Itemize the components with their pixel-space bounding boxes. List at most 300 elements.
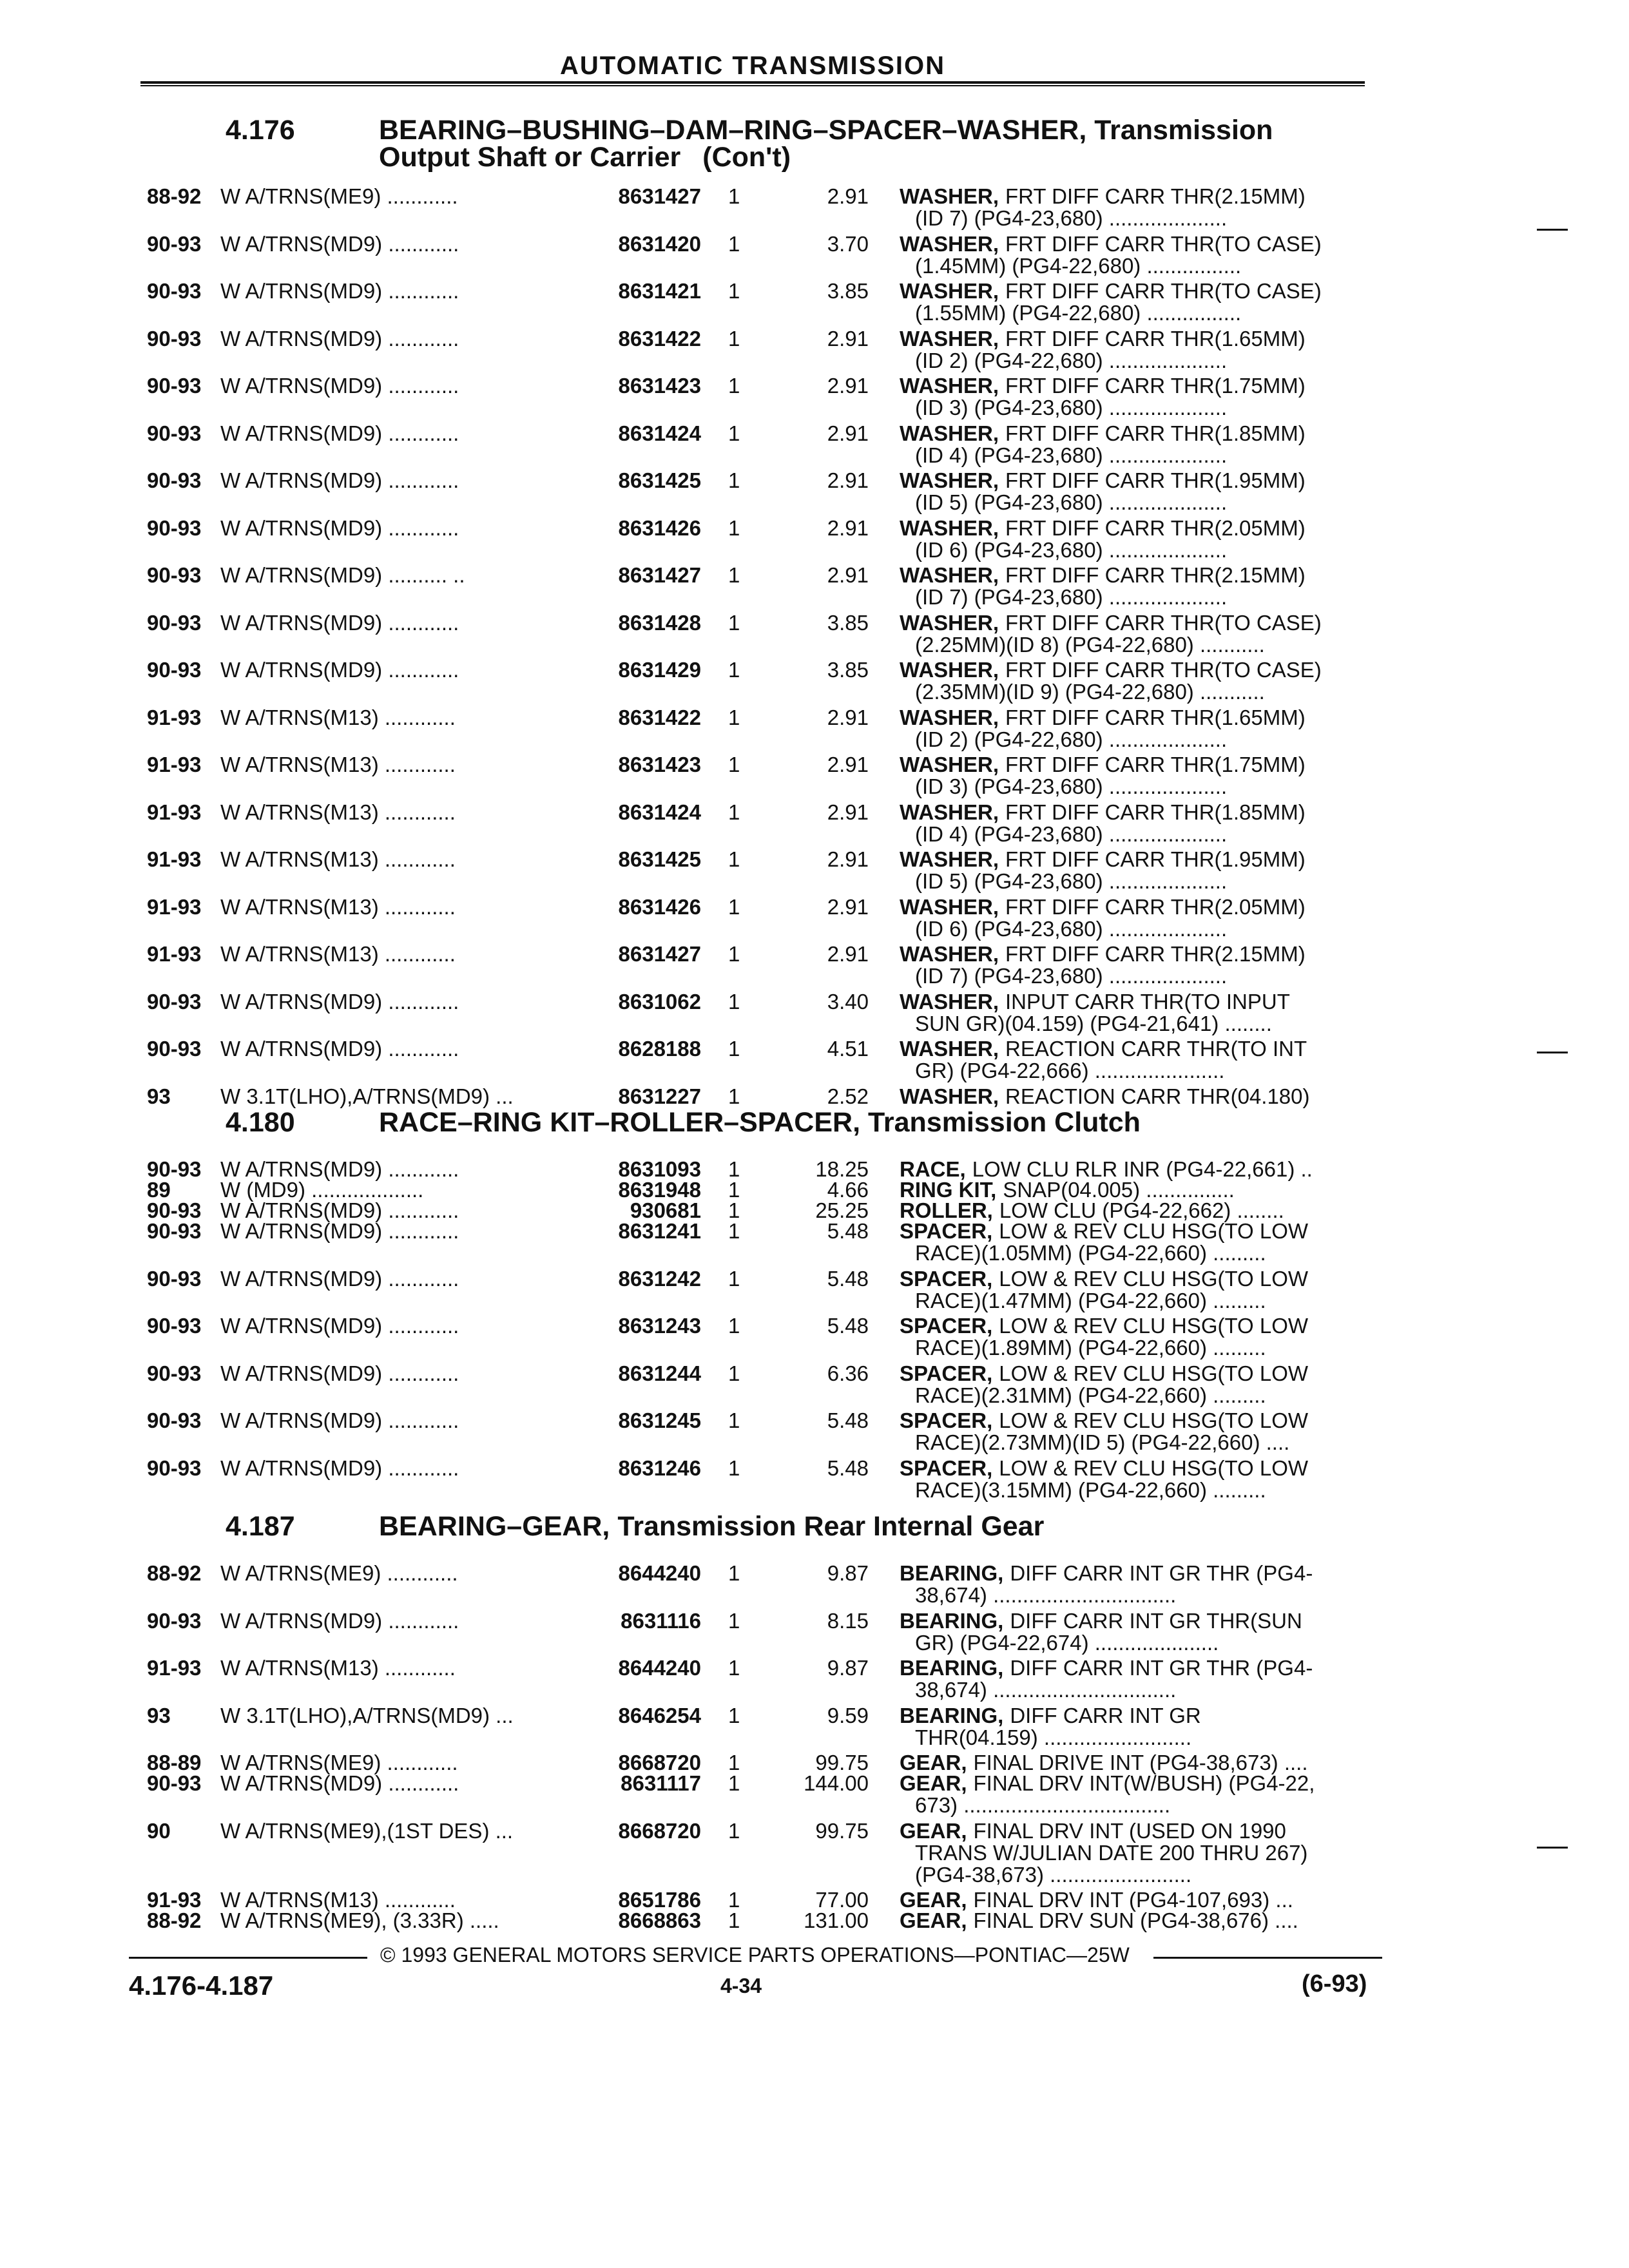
description-continued: RACE)(2.73MM)(ID 5) (PG4-22,660) .... bbox=[915, 1430, 1290, 1454]
model-years: 88-89 bbox=[147, 1751, 202, 1774]
quantity: 1 bbox=[728, 1818, 740, 1843]
part-detail: LOW & REV CLU HSG(TO LOW bbox=[999, 1456, 1309, 1480]
part-name: SPACER, bbox=[900, 1361, 993, 1385]
quantity: 1 bbox=[728, 989, 740, 1014]
application: W A/TRNS(ME9),(1ST DES) ... bbox=[220, 1818, 514, 1843]
part-number: 8631422 bbox=[618, 326, 701, 351]
application: W A/TRNS(MD9) ............ bbox=[220, 1361, 459, 1385]
description bbox=[900, 611, 1322, 635]
part-name: WASHER, bbox=[900, 753, 999, 776]
application: W A/TRNS(MD9) ............ bbox=[220, 1608, 459, 1633]
price: 5.48 bbox=[827, 1314, 869, 1338]
quantity: 1 bbox=[728, 374, 740, 398]
part-name: BEARING, bbox=[900, 1561, 1004, 1585]
description-continued: (ID 6) (PG4-23,680) .................... bbox=[915, 916, 1228, 941]
price: 25.25 bbox=[815, 1198, 869, 1222]
description bbox=[900, 374, 1306, 398]
quantity: 1 bbox=[728, 468, 740, 492]
model-years: 91-93 bbox=[147, 847, 202, 871]
quantity: 1 bbox=[728, 1656, 740, 1680]
description bbox=[900, 1704, 1201, 1728]
part-detail: REACTION CARR THR(04.180) bbox=[1005, 1084, 1310, 1108]
part-name: WASHER, bbox=[900, 800, 999, 824]
part-detail: FRT DIFF CARR THR(1.85MM) bbox=[1005, 421, 1306, 445]
price: 5.48 bbox=[827, 1408, 869, 1432]
part-name: WASHER, bbox=[900, 421, 999, 445]
model-years: 91-93 bbox=[147, 1656, 202, 1680]
application: W A/TRNS(MD9) ............ bbox=[220, 374, 459, 398]
application: W A/TRNS(MD9) ............ bbox=[220, 1219, 459, 1243]
description-continued: (ID 5) (PG4-23,680) .................... bbox=[915, 490, 1228, 514]
quantity: 1 bbox=[728, 1178, 740, 1202]
model-years: 90-93 bbox=[147, 989, 202, 1014]
model-years: 90-93 bbox=[147, 563, 202, 587]
quantity: 1 bbox=[728, 1408, 740, 1432]
description bbox=[900, 1267, 1308, 1291]
application: W A/TRNS(MD9) .......... .. bbox=[220, 563, 465, 587]
part-detail: FINAL DRV INT (USED ON 1990 bbox=[973, 1818, 1286, 1843]
application: W A/TRNS(MD9) ............ bbox=[220, 468, 459, 492]
part-number: 8631423 bbox=[618, 753, 701, 776]
description-continued: (ID 6) (PG4-23,680) .................... bbox=[915, 537, 1228, 562]
part-number: 8631424 bbox=[618, 421, 701, 445]
model-years: 90-93 bbox=[147, 1361, 202, 1385]
description bbox=[900, 753, 1306, 777]
model-years: 91-93 bbox=[147, 753, 202, 776]
description-continued: (ID 4) (PG4-23,680) .................... bbox=[915, 443, 1228, 467]
application: W A/TRNS(M13) ............ bbox=[220, 800, 456, 824]
description bbox=[900, 327, 1306, 351]
application: W A/TRNS(MD9) ............ bbox=[220, 1266, 459, 1291]
quantity: 1 bbox=[728, 610, 740, 635]
description-continued: (ID 2) (PG4-22,680) .................... bbox=[915, 348, 1228, 372]
part-name: SPACER, bbox=[900, 1314, 993, 1338]
price: 9.87 bbox=[827, 1656, 869, 1680]
part-number: 8651786 bbox=[618, 1888, 701, 1912]
application: W A/TRNS(MD9) ............ bbox=[220, 1408, 459, 1432]
price: 8.15 bbox=[827, 1608, 869, 1633]
part-number: 8631422 bbox=[618, 705, 701, 729]
application: W A/TRNS(M13) ............ bbox=[220, 894, 456, 919]
part-number: 8631116 bbox=[621, 1608, 701, 1633]
model-years: 90-93 bbox=[147, 1157, 202, 1181]
model-years: 93 bbox=[147, 1703, 171, 1727]
description bbox=[900, 1314, 1308, 1338]
section-title-suffix: Transmission Rear Internal Gear bbox=[610, 1511, 1045, 1542]
part-number: 8668720 bbox=[618, 1751, 701, 1774]
description bbox=[900, 184, 1306, 209]
description-continued: RACE)(1.47MM) (PG4-22,660) ......... bbox=[915, 1288, 1266, 1312]
application: W A/TRNS(M13) ............ bbox=[220, 1888, 456, 1912]
application: W A/TRNS(MD9) ............ bbox=[220, 989, 459, 1014]
part-number: 8631245 bbox=[618, 1408, 701, 1432]
description bbox=[900, 1819, 1286, 1843]
model-years: 90-93 bbox=[147, 279, 202, 303]
footer-rule-left bbox=[129, 1957, 367, 1959]
description bbox=[900, 800, 1306, 825]
description bbox=[900, 1408, 1308, 1433]
description bbox=[900, 895, 1306, 919]
section-title-main: BEARING–BUSHING–DAM–RING–SPACER–WASHER, bbox=[379, 115, 1087, 146]
part-name: WASHER, bbox=[900, 374, 999, 398]
price: 77.00 bbox=[815, 1888, 869, 1912]
part-number: 8631117 bbox=[621, 1771, 701, 1795]
footer-rule-right bbox=[1153, 1957, 1382, 1959]
description bbox=[900, 232, 1322, 256]
quantity: 1 bbox=[728, 421, 740, 445]
section-number: 4.187 bbox=[226, 1511, 295, 1542]
price: 2.91 bbox=[827, 847, 869, 871]
section-heading bbox=[0, 1511, 1629, 1569]
part-detail: DIFF CARR INT GR THR (PG4- bbox=[1010, 1561, 1313, 1585]
part-detail: FRT DIFF CARR THR(1.95MM) bbox=[1005, 468, 1306, 492]
part-number: 8631244 bbox=[618, 1361, 701, 1385]
section-title-suffix: Transmission bbox=[1086, 115, 1273, 146]
part-detail: FRT DIFF CARR THR(1.65MM) bbox=[1005, 705, 1306, 729]
model-years: 90-93 bbox=[147, 1314, 202, 1338]
price: 2.91 bbox=[827, 468, 869, 492]
model-years: 90-93 bbox=[147, 1408, 202, 1432]
quantity: 1 bbox=[728, 1266, 740, 1291]
quantity: 1 bbox=[728, 658, 740, 682]
part-detail: LOW & REV CLU HSG(TO LOW bbox=[999, 1219, 1309, 1243]
quantity: 1 bbox=[728, 1198, 740, 1222]
part-detail: FRT DIFF CARR THR(TO CASE) bbox=[1005, 610, 1322, 635]
model-years: 90-93 bbox=[147, 610, 202, 635]
model-years: 90-93 bbox=[147, 468, 202, 492]
margin-mark bbox=[1537, 229, 1568, 231]
part-name: WASHER, bbox=[900, 942, 999, 966]
part-detail: FRT DIFF CARR THR(1.75MM) bbox=[1005, 753, 1306, 776]
copyright-notice: © 1993 GENERAL MOTORS SERVICE PARTS OPERATIONS—PONTIAC—25W bbox=[380, 1943, 1130, 1966]
part-number: 8631427 bbox=[618, 184, 701, 208]
part-name: BEARING, bbox=[900, 1608, 1004, 1633]
part-detail: FINAL DRV SUN (PG4-38,676) .... bbox=[973, 1908, 1298, 1932]
part-detail: FRT DIFF CARR THR(TO CASE) bbox=[1005, 279, 1322, 303]
application: W A/TRNS(MD9) ............ bbox=[220, 1456, 459, 1480]
application: W A/TRNS(MD9) ............ bbox=[220, 326, 459, 351]
model-years: 91-93 bbox=[147, 705, 202, 729]
description-continued: (1.45MM) (PG4-22,680) ................ bbox=[915, 253, 1242, 278]
price: 2.91 bbox=[827, 515, 869, 540]
model-years: 90-93 bbox=[147, 1198, 202, 1222]
part-name: SPACER, bbox=[900, 1219, 993, 1243]
description-continued: (ID 3) (PG4-23,680) .................... bbox=[915, 774, 1228, 798]
description-continued: (ID 3) (PG4-23,680) .................... bbox=[915, 396, 1228, 419]
part-detail: DIFF CARR INT GR bbox=[1010, 1703, 1201, 1727]
application: W A/TRNS(MD9) ............ bbox=[220, 1198, 459, 1222]
description bbox=[900, 1219, 1308, 1244]
model-years: 90-93 bbox=[147, 374, 202, 398]
quantity: 1 bbox=[728, 1561, 740, 1585]
part-name: BEARING, bbox=[900, 1656, 1004, 1680]
model-years: 90-93 bbox=[147, 1456, 202, 1480]
part-name: GEAR, bbox=[900, 1908, 967, 1932]
description bbox=[900, 563, 1306, 588]
description-continued: (ID 7) (PG4-23,680) .................... bbox=[915, 585, 1228, 609]
part-name: GEAR, bbox=[900, 1818, 967, 1843]
part-number: 8631426 bbox=[618, 515, 701, 540]
quantity: 1 bbox=[728, 1771, 740, 1795]
description-continued: TRANS W/JULIAN DATE 200 THRU 267) bbox=[915, 1840, 1308, 1865]
price: 9.59 bbox=[827, 1703, 869, 1727]
part-number: 8631246 bbox=[618, 1456, 701, 1480]
description bbox=[900, 706, 1306, 730]
description-continued: GR) (PG4-22,666) ...................... bbox=[915, 1059, 1225, 1082]
header-rule bbox=[140, 81, 1365, 84]
price: 4.51 bbox=[827, 1037, 869, 1061]
section-heading bbox=[0, 1107, 1629, 1165]
margin-mark bbox=[1537, 1052, 1568, 1053]
application: W A/TRNS(MD9) ............ bbox=[220, 1314, 459, 1338]
part-name: ROLLER, bbox=[900, 1198, 993, 1222]
price: 2.52 bbox=[827, 1084, 869, 1108]
part-detail: FINAL DRV INT (PG4-107,693) ... bbox=[973, 1888, 1293, 1912]
part-detail: FRT DIFF CARR THR(TO CASE) bbox=[1005, 231, 1322, 256]
part-detail: LOW & REV CLU HSG(TO LOW bbox=[999, 1314, 1309, 1338]
quantity: 1 bbox=[728, 1157, 740, 1181]
price: 5.48 bbox=[827, 1456, 869, 1480]
application: W A/TRNS(MD9) ............ bbox=[220, 610, 459, 635]
part-name: WASHER, bbox=[900, 1037, 999, 1061]
part-name: RING KIT, bbox=[900, 1178, 997, 1202]
price: 3.85 bbox=[827, 658, 869, 682]
application: W A/TRNS(MD9) ............ bbox=[220, 658, 459, 682]
part-detail: SNAP(04.005) ............... bbox=[1003, 1178, 1235, 1202]
part-detail: FRT DIFF CARR THR(1.85MM) bbox=[1005, 800, 1306, 824]
quantity: 1 bbox=[728, 1361, 740, 1385]
application: W A/TRNS(MD9) ............ bbox=[220, 421, 459, 445]
description-continued: (2.25MM)(ID 8) (PG4-22,680) ........... bbox=[915, 632, 1265, 657]
model-years: 90 bbox=[147, 1818, 171, 1843]
price: 2.91 bbox=[827, 326, 869, 351]
model-years: 93 bbox=[147, 1084, 171, 1108]
part-number: 8631429 bbox=[618, 658, 701, 682]
section-title-suffix: Transmission Clutch bbox=[860, 1107, 1141, 1138]
model-years: 90-93 bbox=[147, 421, 202, 445]
quantity: 1 bbox=[728, 1888, 740, 1912]
model-years: 88-92 bbox=[147, 1908, 202, 1932]
price: 2.91 bbox=[827, 800, 869, 824]
part-name: WASHER, bbox=[900, 184, 999, 208]
description-continued: THR(04.159) ......................... bbox=[915, 1725, 1192, 1749]
description-continued: (ID 7) (PG4-23,680) .................... bbox=[915, 964, 1228, 988]
quantity: 1 bbox=[728, 1908, 740, 1932]
section-range: 4.176-4.187 bbox=[129, 1970, 274, 2001]
part-detail: FRT DIFF CARR THR(1.95MM) bbox=[1005, 847, 1306, 871]
part-name: WASHER, bbox=[900, 894, 999, 919]
section-heading bbox=[0, 115, 1629, 173]
part-name: GEAR, bbox=[900, 1888, 967, 1912]
description bbox=[900, 942, 1306, 966]
description bbox=[900, 990, 1290, 1014]
model-years: 89 bbox=[147, 1178, 171, 1202]
price: 2.91 bbox=[827, 374, 869, 398]
section-number: 4.176 bbox=[226, 115, 295, 146]
price: 144.00 bbox=[804, 1771, 869, 1795]
description-continued: (ID 4) (PG4-23,680) .................... bbox=[915, 822, 1228, 846]
part-number: 8644240 bbox=[618, 1656, 701, 1680]
description-continued: (PG4-38,673) ........................ bbox=[915, 1862, 1192, 1887]
part-number: 8631425 bbox=[618, 847, 701, 871]
part-number: 8631425 bbox=[618, 468, 701, 492]
part-detail: FINAL DRV INT(W/BUSH) (PG4-22, bbox=[973, 1771, 1315, 1795]
part-detail: FRT DIFF CARR THR(1.75MM) bbox=[1005, 374, 1306, 398]
application: W A/TRNS(ME9) ............ bbox=[220, 1751, 458, 1774]
quantity: 1 bbox=[728, 184, 740, 208]
section-title bbox=[379, 1107, 1141, 1139]
part-name: WASHER, bbox=[900, 231, 999, 256]
price: 3.70 bbox=[827, 231, 869, 256]
application: W A/TRNS(ME9) ............ bbox=[220, 1561, 458, 1585]
part-number: 8631424 bbox=[618, 800, 701, 824]
part-name: WASHER, bbox=[900, 326, 999, 351]
part-number: 8631243 bbox=[618, 1314, 701, 1338]
quantity: 1 bbox=[728, 1314, 740, 1338]
part-number: 930681 bbox=[630, 1198, 701, 1222]
part-detail: FRT DIFF CARR THR(2.15MM) bbox=[1005, 184, 1306, 208]
part-name: WASHER, bbox=[900, 515, 999, 540]
part-detail: DIFF CARR INT GR THR(SUN bbox=[1010, 1608, 1302, 1633]
model-years: 91-93 bbox=[147, 800, 202, 824]
application: W A/TRNS(MD9) ............ bbox=[220, 279, 459, 303]
part-number: 8631227 bbox=[618, 1084, 701, 1108]
part-number: 8646254 bbox=[618, 1703, 701, 1727]
price: 2.91 bbox=[827, 942, 869, 966]
margin-mark bbox=[1537, 1847, 1568, 1849]
description bbox=[900, 1037, 1307, 1061]
quantity: 1 bbox=[728, 1037, 740, 1061]
model-years: 90-93 bbox=[147, 326, 202, 351]
part-number: 8631427 bbox=[618, 942, 701, 966]
section-title bbox=[379, 1511, 1044, 1542]
description-continued: 673) ................................... bbox=[915, 1793, 1171, 1817]
part-name: SPACER, bbox=[900, 1456, 993, 1480]
quantity: 1 bbox=[728, 847, 740, 871]
description-continued: RACE)(3.15MM) (PG4-22,660) ......... bbox=[915, 1477, 1266, 1502]
price: 2.91 bbox=[827, 563, 869, 587]
page-title: AUTOMATIC TRANSMISSION bbox=[559, 52, 946, 80]
application: W A/TRNS(ME9) ............ bbox=[220, 184, 458, 208]
part-detail: LOW & REV CLU HSG(TO LOW bbox=[999, 1266, 1309, 1291]
part-detail: LOW CLU (PG4-22,662) ........ bbox=[999, 1198, 1284, 1222]
part-detail: FINAL DRIVE INT (PG4-38,673) .... bbox=[973, 1751, 1308, 1774]
part-name: WASHER, bbox=[900, 1084, 999, 1108]
section-subtitle-text: Output Shaft or Carrier bbox=[379, 142, 681, 173]
description-continued: (ID 7) (PG4-23,680) .................... bbox=[915, 206, 1228, 230]
description bbox=[900, 1456, 1308, 1481]
application: W A/TRNS(ME9), (3.33R) ..... bbox=[220, 1908, 499, 1932]
quantity: 1 bbox=[728, 563, 740, 587]
model-years: 91-93 bbox=[147, 942, 202, 966]
part-detail: FRT DIFF CARR THR(2.15MM) bbox=[1005, 942, 1306, 966]
quantity: 1 bbox=[728, 1751, 740, 1774]
description bbox=[900, 516, 1306, 541]
part-detail: DIFF CARR INT GR THR (PG4- bbox=[1010, 1656, 1313, 1680]
description-continued: GR) (PG4-22,674) ..................... bbox=[915, 1630, 1219, 1655]
quantity: 1 bbox=[728, 1703, 740, 1727]
price: 3.40 bbox=[827, 989, 869, 1014]
date-code: (6-93) bbox=[1302, 1970, 1367, 1997]
part-number: 8631420 bbox=[618, 231, 701, 256]
model-years: 90-93 bbox=[147, 1219, 202, 1243]
description-continued: SUN GR)(04.159) (PG4-21,641) ........ bbox=[915, 1011, 1272, 1035]
part-detail: FRT DIFF CARR THR(2.05MM) bbox=[1005, 515, 1306, 540]
description bbox=[900, 1084, 1310, 1109]
page-number: 4-34 bbox=[720, 1974, 762, 1997]
application: W A/TRNS(MD9) ............ bbox=[220, 1771, 459, 1795]
part-name: WASHER, bbox=[900, 658, 999, 682]
part-name: WASHER, bbox=[900, 847, 999, 871]
part-name: GEAR, bbox=[900, 1771, 967, 1795]
part-number: 8631427 bbox=[618, 563, 701, 587]
price: 99.75 bbox=[815, 1818, 869, 1843]
application: W A/TRNS(MD9) ............ bbox=[220, 1037, 459, 1061]
model-years: 90-93 bbox=[147, 658, 202, 682]
part-detail: LOW & REV CLU HSG(TO LOW bbox=[999, 1408, 1309, 1432]
section-title-main: BEARING–GEAR, bbox=[379, 1511, 610, 1542]
quantity: 1 bbox=[728, 231, 740, 256]
part-number: 8628188 bbox=[618, 1037, 701, 1061]
price: 131.00 bbox=[804, 1908, 869, 1932]
quantity: 1 bbox=[728, 942, 740, 966]
quantity: 1 bbox=[728, 705, 740, 729]
application: W A/TRNS(MD9) ............ bbox=[220, 515, 459, 540]
part-name: WASHER, bbox=[900, 705, 999, 729]
part-number: 8631426 bbox=[618, 894, 701, 919]
description bbox=[900, 658, 1322, 682]
model-years: 91-93 bbox=[147, 894, 202, 919]
part-name: RACE, bbox=[900, 1157, 966, 1181]
quantity: 1 bbox=[728, 753, 740, 776]
description-continued: RACE)(2.31MM) (PG4-22,660) ......... bbox=[915, 1383, 1266, 1407]
part-name: WASHER, bbox=[900, 279, 999, 303]
part-name: BEARING, bbox=[900, 1703, 1004, 1727]
part-number: 8631423 bbox=[618, 374, 701, 398]
model-years: 90-93 bbox=[147, 231, 202, 256]
description-continued: (ID 5) (PG4-23,680) .................... bbox=[915, 869, 1228, 893]
part-name: WASHER, bbox=[900, 563, 999, 587]
price: 3.85 bbox=[827, 610, 869, 635]
part-number: 8631093 bbox=[618, 1157, 701, 1181]
quantity: 1 bbox=[728, 1456, 740, 1480]
price: 2.91 bbox=[827, 705, 869, 729]
description bbox=[900, 1561, 1313, 1586]
description bbox=[900, 1771, 1315, 1796]
price: 2.91 bbox=[827, 184, 869, 208]
part-name: SPACER, bbox=[900, 1408, 993, 1432]
description-continued: (1.55MM) (PG4-22,680) ................ bbox=[915, 301, 1242, 325]
price: 4.66 bbox=[827, 1178, 869, 1202]
description bbox=[900, 279, 1322, 303]
model-years: 88-92 bbox=[147, 184, 202, 208]
section-subtitle-cont: (Con't) bbox=[702, 142, 791, 173]
quantity: 1 bbox=[728, 1219, 740, 1243]
quantity: 1 bbox=[728, 800, 740, 824]
model-years: 90-93 bbox=[147, 515, 202, 540]
quantity: 1 bbox=[728, 1608, 740, 1633]
application: W A/TRNS(M13) ............ bbox=[220, 847, 456, 871]
application: W A/TRNS(M13) ............ bbox=[220, 705, 456, 729]
quantity: 1 bbox=[728, 515, 740, 540]
description bbox=[900, 847, 1306, 872]
part-number: 8631428 bbox=[618, 610, 701, 635]
part-name: WASHER, bbox=[900, 989, 999, 1014]
part-number: 8668863 bbox=[618, 1908, 701, 1932]
price: 5.48 bbox=[827, 1219, 869, 1243]
application: W A/TRNS(MD9) ............ bbox=[220, 1157, 459, 1181]
part-name: SPACER, bbox=[900, 1266, 993, 1291]
